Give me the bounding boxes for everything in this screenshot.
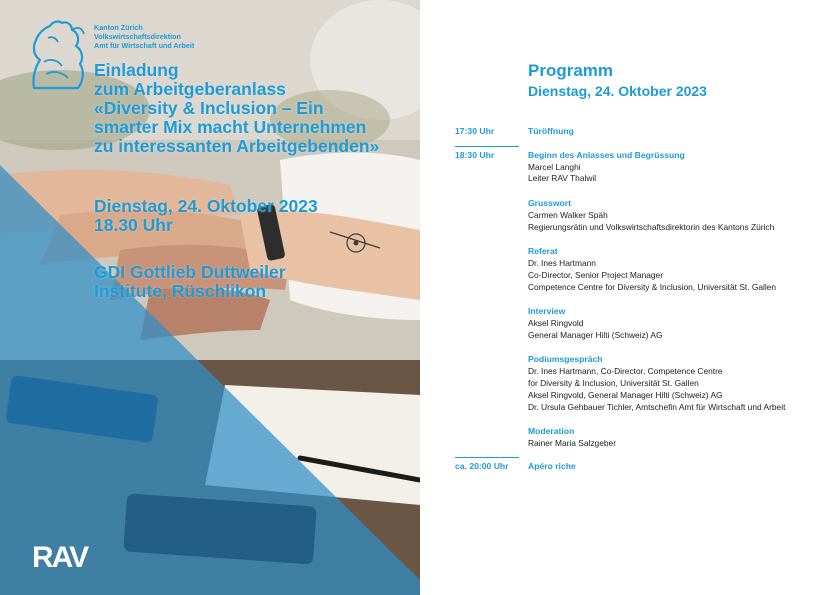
invitation-line-4: smarter Mix macht Unternehmen: [94, 117, 367, 137]
entry-time: ca. 20:00 Uhr: [455, 461, 509, 471]
entry-line: Aksel Ringvold: [528, 318, 584, 328]
entry-title: Interview: [528, 306, 566, 316]
entry-line: Co-Director, Senior Project Manager: [528, 270, 663, 280]
programme-title: Programm: [528, 61, 614, 80]
invitation-line-3: «Diversity & Inclusion – Ein: [94, 98, 324, 118]
entry-line: Rainer Maria Salzgeber: [528, 438, 616, 448]
entry-title: Referat: [528, 246, 558, 256]
entry-title: Apéro riche: [528, 461, 576, 471]
canton-directorate: Volkswirtschaftsdirektion: [94, 32, 181, 41]
entry-title: Moderation: [528, 426, 575, 436]
time-divider: [455, 457, 519, 458]
entry-time: 17:30 Uhr: [455, 126, 495, 136]
entry-title: Beginn des Anlasses und Begrüssung: [528, 150, 685, 160]
entry-title: Podiumsgespräch: [528, 354, 603, 364]
entry-line: Aksel Ringvold, General Manager Hilti (Schweiz) AG: [528, 390, 723, 400]
entry-line: Dr. Ines Hartmann, Co-Director, Competence Centre: [528, 366, 723, 376]
canton-office: Amt für Wirtschaft und Arbeit: [94, 41, 195, 50]
canton-name: Kanton Zürich: [94, 23, 143, 32]
entry-line: General Manager Hilti (Schweiz) AG: [528, 330, 663, 340]
venue-line-1: GDI Gottlieb Duttweiler: [94, 262, 286, 282]
rav-logo: [32, 541, 112, 569]
entry-line: Dr. Ines Hartmann: [528, 258, 596, 268]
entry-title: Türöffnung: [528, 126, 574, 136]
canton-zurich-lion-logo: [26, 18, 88, 90]
entry-line: for Diversity & Inclusion, Universität St. Gallen: [528, 378, 699, 388]
invitation-date: Dienstag, 24. Oktober 2023: [94, 196, 318, 216]
entry-title: Grusswort: [528, 198, 571, 208]
entry-line: Dr. Ursula Gehbauer Tichler, Amtschefin Amt für Wirtschaft und Arbeit: [528, 402, 786, 412]
venue-line-2: Institute, Rüschlikon: [94, 281, 267, 301]
entry-line: Regierungsrätin und Volkswirtschaftsdirektorin des Kantons Zürich: [528, 222, 775, 232]
programme-date: Dienstag, 24. Oktober 2023: [528, 83, 707, 99]
svg-text:RAV: RAV: [32, 541, 88, 569]
entry-time: 18:30 Uhr: [455, 150, 495, 160]
entry-line: Marcel Langhi: [528, 162, 581, 172]
entry-line: Carmen Walker Späh: [528, 210, 608, 220]
invitation-line-1: Einladung: [94, 60, 179, 80]
invitation-time: 18.30 Uhr: [94, 215, 173, 235]
entry-line: Leiter RAV Thalwil: [528, 173, 597, 183]
time-divider: [455, 146, 519, 147]
invitation-line-2: zum Arbeitgeberanlass: [94, 79, 286, 99]
entry-line: Competence Centre for Diversity & Inclusion, Universität St. Gallen: [528, 282, 777, 292]
invitation-line-5: zu interessanten Arbeitgebenden»: [94, 136, 380, 156]
